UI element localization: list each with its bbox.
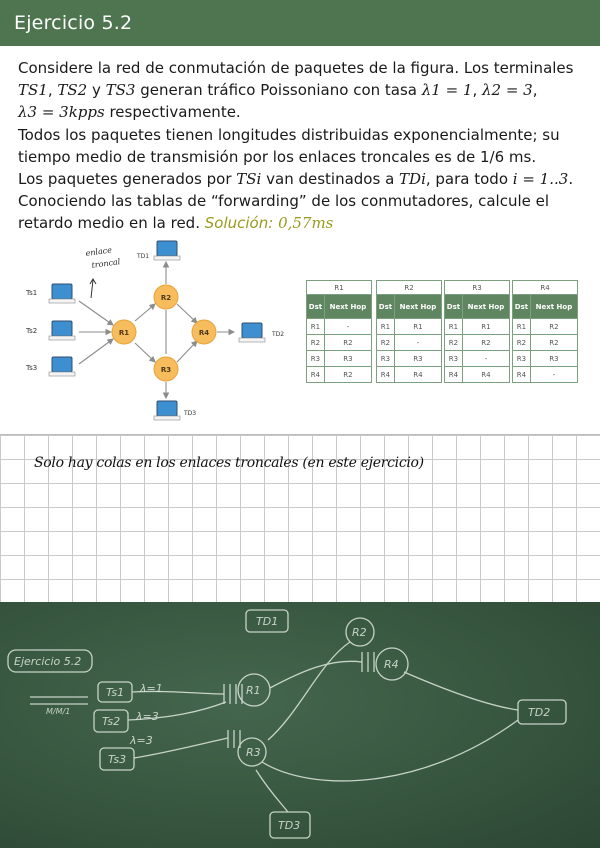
cell: R4 — [462, 367, 509, 383]
table-row — [513, 319, 578, 335]
solution-label: Solución: — [204, 214, 274, 233]
terminal-tdi: TDi — [399, 170, 426, 189]
col-dst: Dst — [445, 295, 463, 319]
terminal-ts1: TS1 — [18, 81, 48, 100]
cell: R4 — [513, 367, 531, 383]
chalk-label: λ=3 — [130, 734, 153, 747]
annotation-label-1: enlace — [85, 245, 113, 258]
terminal-ts3: TS3 — [105, 81, 136, 100]
cell: R3 — [513, 351, 531, 367]
cell: R3 — [445, 351, 463, 367]
cell: - — [394, 335, 441, 351]
cell: - — [530, 367, 577, 383]
lambda-1: λ1 = 1 — [421, 81, 473, 100]
cell: R1 — [394, 319, 441, 335]
forwarding-table-r2 — [376, 280, 442, 383]
cell: R2 — [324, 367, 371, 383]
index-range: i = 1..3 — [512, 170, 569, 189]
cell: R2 — [324, 335, 371, 351]
chalk-label: R3 — [246, 746, 261, 759]
table-name: R2 — [377, 281, 442, 295]
cell: R2 — [445, 335, 463, 351]
statement-line-4: Todos los paquetes tienen longitudes distribuidas exponencialmente; su — [18, 125, 560, 144]
table-name: R3 — [445, 281, 510, 295]
chalk-label: λ=1 — [140, 682, 163, 695]
network-diagram — [20, 238, 300, 430]
table-row — [513, 351, 578, 367]
cell: R2 — [530, 335, 577, 351]
transmission-time: 1/6 — [480, 147, 505, 166]
router-r2-label: R2 — [160, 294, 172, 302]
table-row — [445, 319, 510, 335]
col-dst: Dst — [307, 295, 325, 319]
cell: R2 — [513, 335, 531, 351]
cell: R3 — [377, 351, 395, 367]
chalk-label: λ=3 — [136, 710, 159, 723]
table-name: R4 — [513, 281, 578, 295]
forwarding-table-r1 — [306, 280, 372, 383]
chalk-label: R1 — [246, 684, 261, 697]
cell: R3 — [530, 351, 577, 367]
table-row — [513, 367, 578, 383]
statement-line-6b: van destinados a — [261, 170, 400, 189]
chalk-label: R2 — [352, 626, 367, 639]
table-row — [377, 367, 442, 383]
router-r3-label: R3 — [160, 366, 172, 374]
separator: , — [472, 81, 482, 100]
table-row — [377, 335, 442, 351]
statement-line-6c: , para todo — [425, 170, 513, 189]
statement-line-5: tiempo medio de transmisión por los enlaces troncales es de — [18, 147, 480, 166]
table-row — [445, 367, 510, 383]
table-row — [513, 335, 578, 351]
chalkboard-photo — [0, 602, 600, 848]
lambda-2: λ2 = 3 — [482, 81, 533, 100]
forwarding-table-r3 — [444, 280, 510, 383]
cell: R2 — [307, 335, 325, 351]
col-dst: Dst — [377, 295, 395, 319]
cell: R4 — [394, 367, 441, 383]
terminal-ts3-icon — [49, 357, 75, 376]
table-row — [307, 367, 372, 383]
table-row — [307, 335, 372, 351]
table-row — [445, 351, 510, 367]
table-row — [377, 319, 442, 335]
col-dst: Dst — [513, 295, 531, 319]
terminal-ts2: TS2 — [57, 81, 88, 100]
lambda-3: λ3 = 3kpps — [18, 103, 105, 122]
cell: R4 — [377, 367, 395, 383]
separator: , — [532, 81, 538, 100]
separator: , — [47, 81, 58, 100]
chalk-label: Ts3 — [108, 753, 127, 766]
slide-title: Ejercicio 5.2 — [14, 12, 133, 34]
col-next-hop: Next Hop — [394, 295, 441, 319]
period: . — [568, 170, 574, 189]
cell: R1 — [307, 319, 325, 335]
col-next-hop: Next Hop — [530, 295, 577, 319]
chalk-label: M/M/1 — [46, 707, 71, 716]
time-unit: ms. — [504, 147, 537, 166]
cell: R4 — [307, 367, 325, 383]
cell: R2 — [377, 335, 395, 351]
label-td2: TD2 — [272, 331, 285, 338]
statement-line-3: respectivamente. — [104, 103, 241, 122]
terminal-td3-icon — [154, 401, 180, 420]
router-r4-label: R4 — [198, 329, 210, 337]
statement-line-7: Conociendo las tablas de “forwarding” de los conmutadores, calcule el — [18, 192, 550, 211]
chalk-label: Ts2 — [102, 715, 121, 728]
handwritten-note: Solo hay colas en los enlaces troncales (en este ejercicio) — [34, 455, 424, 471]
cell: R1 — [445, 319, 463, 335]
table-name: R1 — [307, 281, 372, 295]
router-r1-label: R1 — [118, 329, 130, 337]
terminal-ts2-icon — [49, 321, 75, 340]
chalk-label: Ejercicio 5.2 — [14, 655, 82, 668]
cell: R3 — [394, 351, 441, 367]
terminal-td1-icon — [154, 241, 180, 260]
cell: R3 — [307, 351, 325, 367]
cell: R1 — [377, 319, 395, 335]
col-next-hop: Next Hop — [462, 295, 509, 319]
table-row — [307, 319, 372, 335]
cell: - — [324, 319, 371, 335]
forwarding-table-r4 — [512, 280, 578, 383]
chalk-label: Ts1 — [106, 686, 125, 699]
chalk-label: TD2 — [528, 706, 551, 719]
label-ts3: Ts3 — [26, 364, 38, 372]
table-row — [307, 351, 372, 367]
chalk-drawing — [0, 602, 600, 848]
cell: R2 — [462, 335, 509, 351]
slide-header — [0, 0, 600, 46]
chalk-label: R4 — [384, 658, 399, 671]
statement-line-1: Considere la red de conmutación de paquetes de la figura. Los terminales — [18, 59, 574, 77]
conjunction: y — [87, 81, 106, 100]
table-row — [445, 335, 510, 351]
statement-line-8: retardo medio en la red. — [18, 214, 205, 233]
statement-line-2: generan tráfico Poissoniano con tasa — [135, 81, 422, 100]
cell: R1 — [462, 319, 509, 335]
terminal-td2-icon — [239, 323, 265, 342]
label-ts1: Ts1 — [26, 289, 38, 297]
cell: R1 — [513, 319, 531, 335]
cell: R3 — [324, 351, 371, 367]
solution-value: 0,57ms — [278, 214, 334, 233]
label-ts2: Ts2 — [26, 327, 38, 335]
terminal-tsi: TSi — [236, 170, 262, 189]
label-td3: TD3 — [184, 410, 197, 417]
col-next-hop: Next Hop — [324, 295, 371, 319]
cell: R2 — [530, 319, 577, 335]
table-row — [377, 351, 442, 367]
label-td1: TD1 — [137, 253, 150, 260]
cell: - — [462, 351, 509, 367]
cell: R4 — [445, 367, 463, 383]
chalk-label: TD1 — [256, 615, 279, 628]
problem-statement — [18, 57, 584, 235]
annotation-label-2: troncal — [91, 257, 121, 270]
statement-line-6: Los paquetes generados por — [18, 170, 237, 189]
terminal-ts1-icon — [49, 284, 75, 303]
chalk-label: TD3 — [278, 819, 301, 832]
